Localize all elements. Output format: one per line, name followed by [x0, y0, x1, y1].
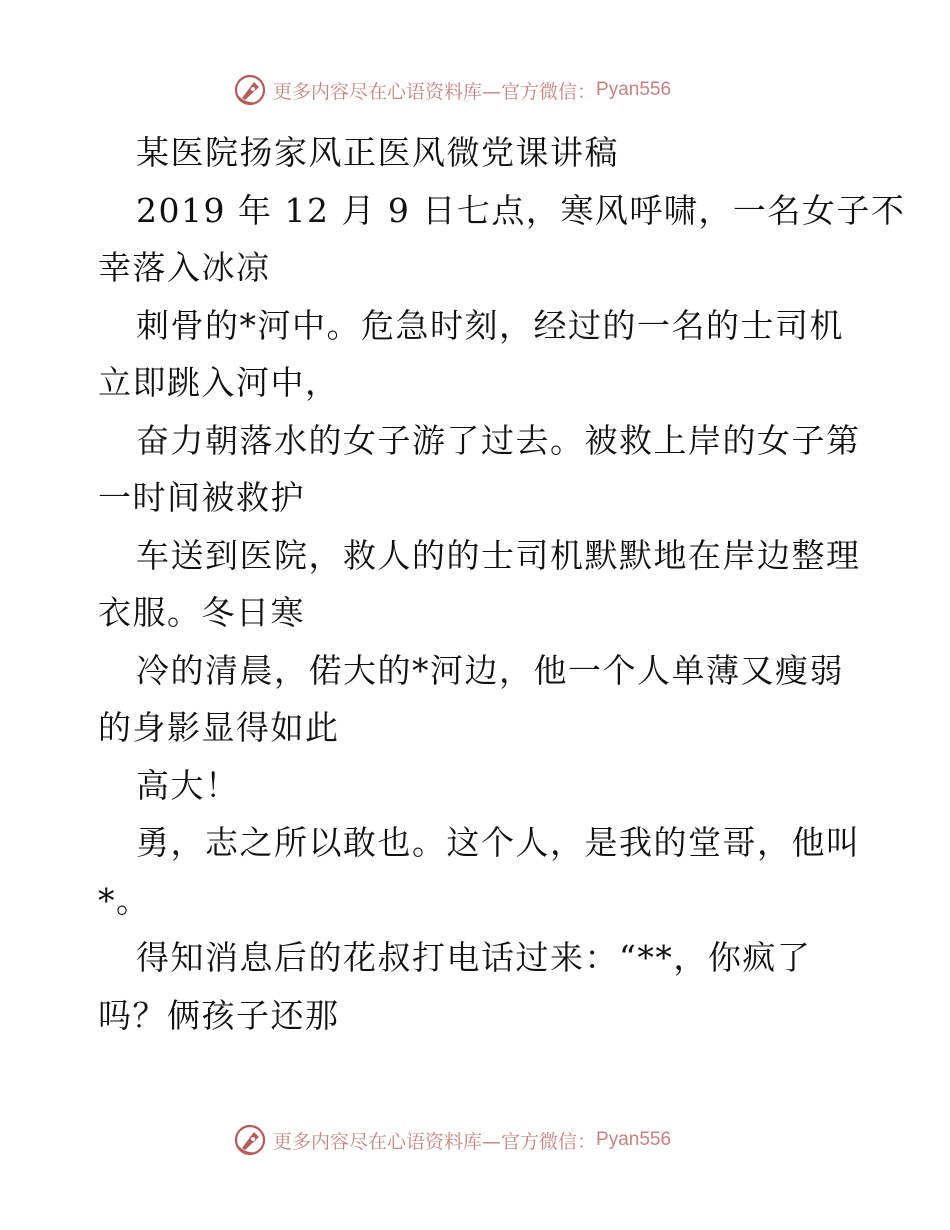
text-line: 勇，志之所以敢也。这个人，是我的堂哥，他叫: [136, 823, 861, 862]
text-line: 车送到医院，救人的的士司机默默地在岸边整理: [136, 535, 861, 575]
text-line: 幸落入冰凉: [98, 248, 271, 287]
text-line: 2019 年 12 月 9 日七点，寒风呼啸，一名女子不: [136, 190, 906, 230]
document-body: [98, 124, 906, 1044]
watermark-wechat-id: Pyan556: [596, 1129, 672, 1150]
text-line: 刺骨的*河中。危急时刻，经过的一名的士司机: [136, 305, 844, 345]
watermark-text: 更多内容尽在心语资料库—官方微信：: [273, 1130, 597, 1153]
text-line: 高大！: [136, 765, 240, 805]
pen-nib-circle-icon: [233, 1123, 267, 1157]
text-line: 冷的清晨，偌大的*河边，他一个人单薄又瘦弱: [136, 650, 844, 690]
watermark-wechat-id: Pyan556: [596, 79, 672, 100]
text-line: 衣服。冬日寒: [98, 593, 305, 632]
text-line: 得知消息后的花叔打电话过来：“**，你疯了: [136, 938, 812, 977]
footer-watermark: [233, 1120, 671, 1160]
text-line: 吗？俩孩子还那: [98, 995, 340, 1035]
text-line: 立即跳入河中，: [98, 363, 340, 402]
header-watermark: [233, 70, 671, 110]
text-line: *。: [98, 880, 151, 920]
document-title: 某医院扬家风正医风微党课讲稿: [136, 133, 619, 172]
pen-nib-circle-icon: [233, 73, 267, 107]
text-line: 的身影显得如此: [98, 708, 340, 747]
watermark-text: 更多内容尽在心语资料库—官方微信：: [273, 80, 597, 103]
text-line: 奋力朝落水的女子游了过去。被救上岸的女子第: [136, 420, 861, 460]
text-line: 一时间被救护: [98, 478, 305, 517]
